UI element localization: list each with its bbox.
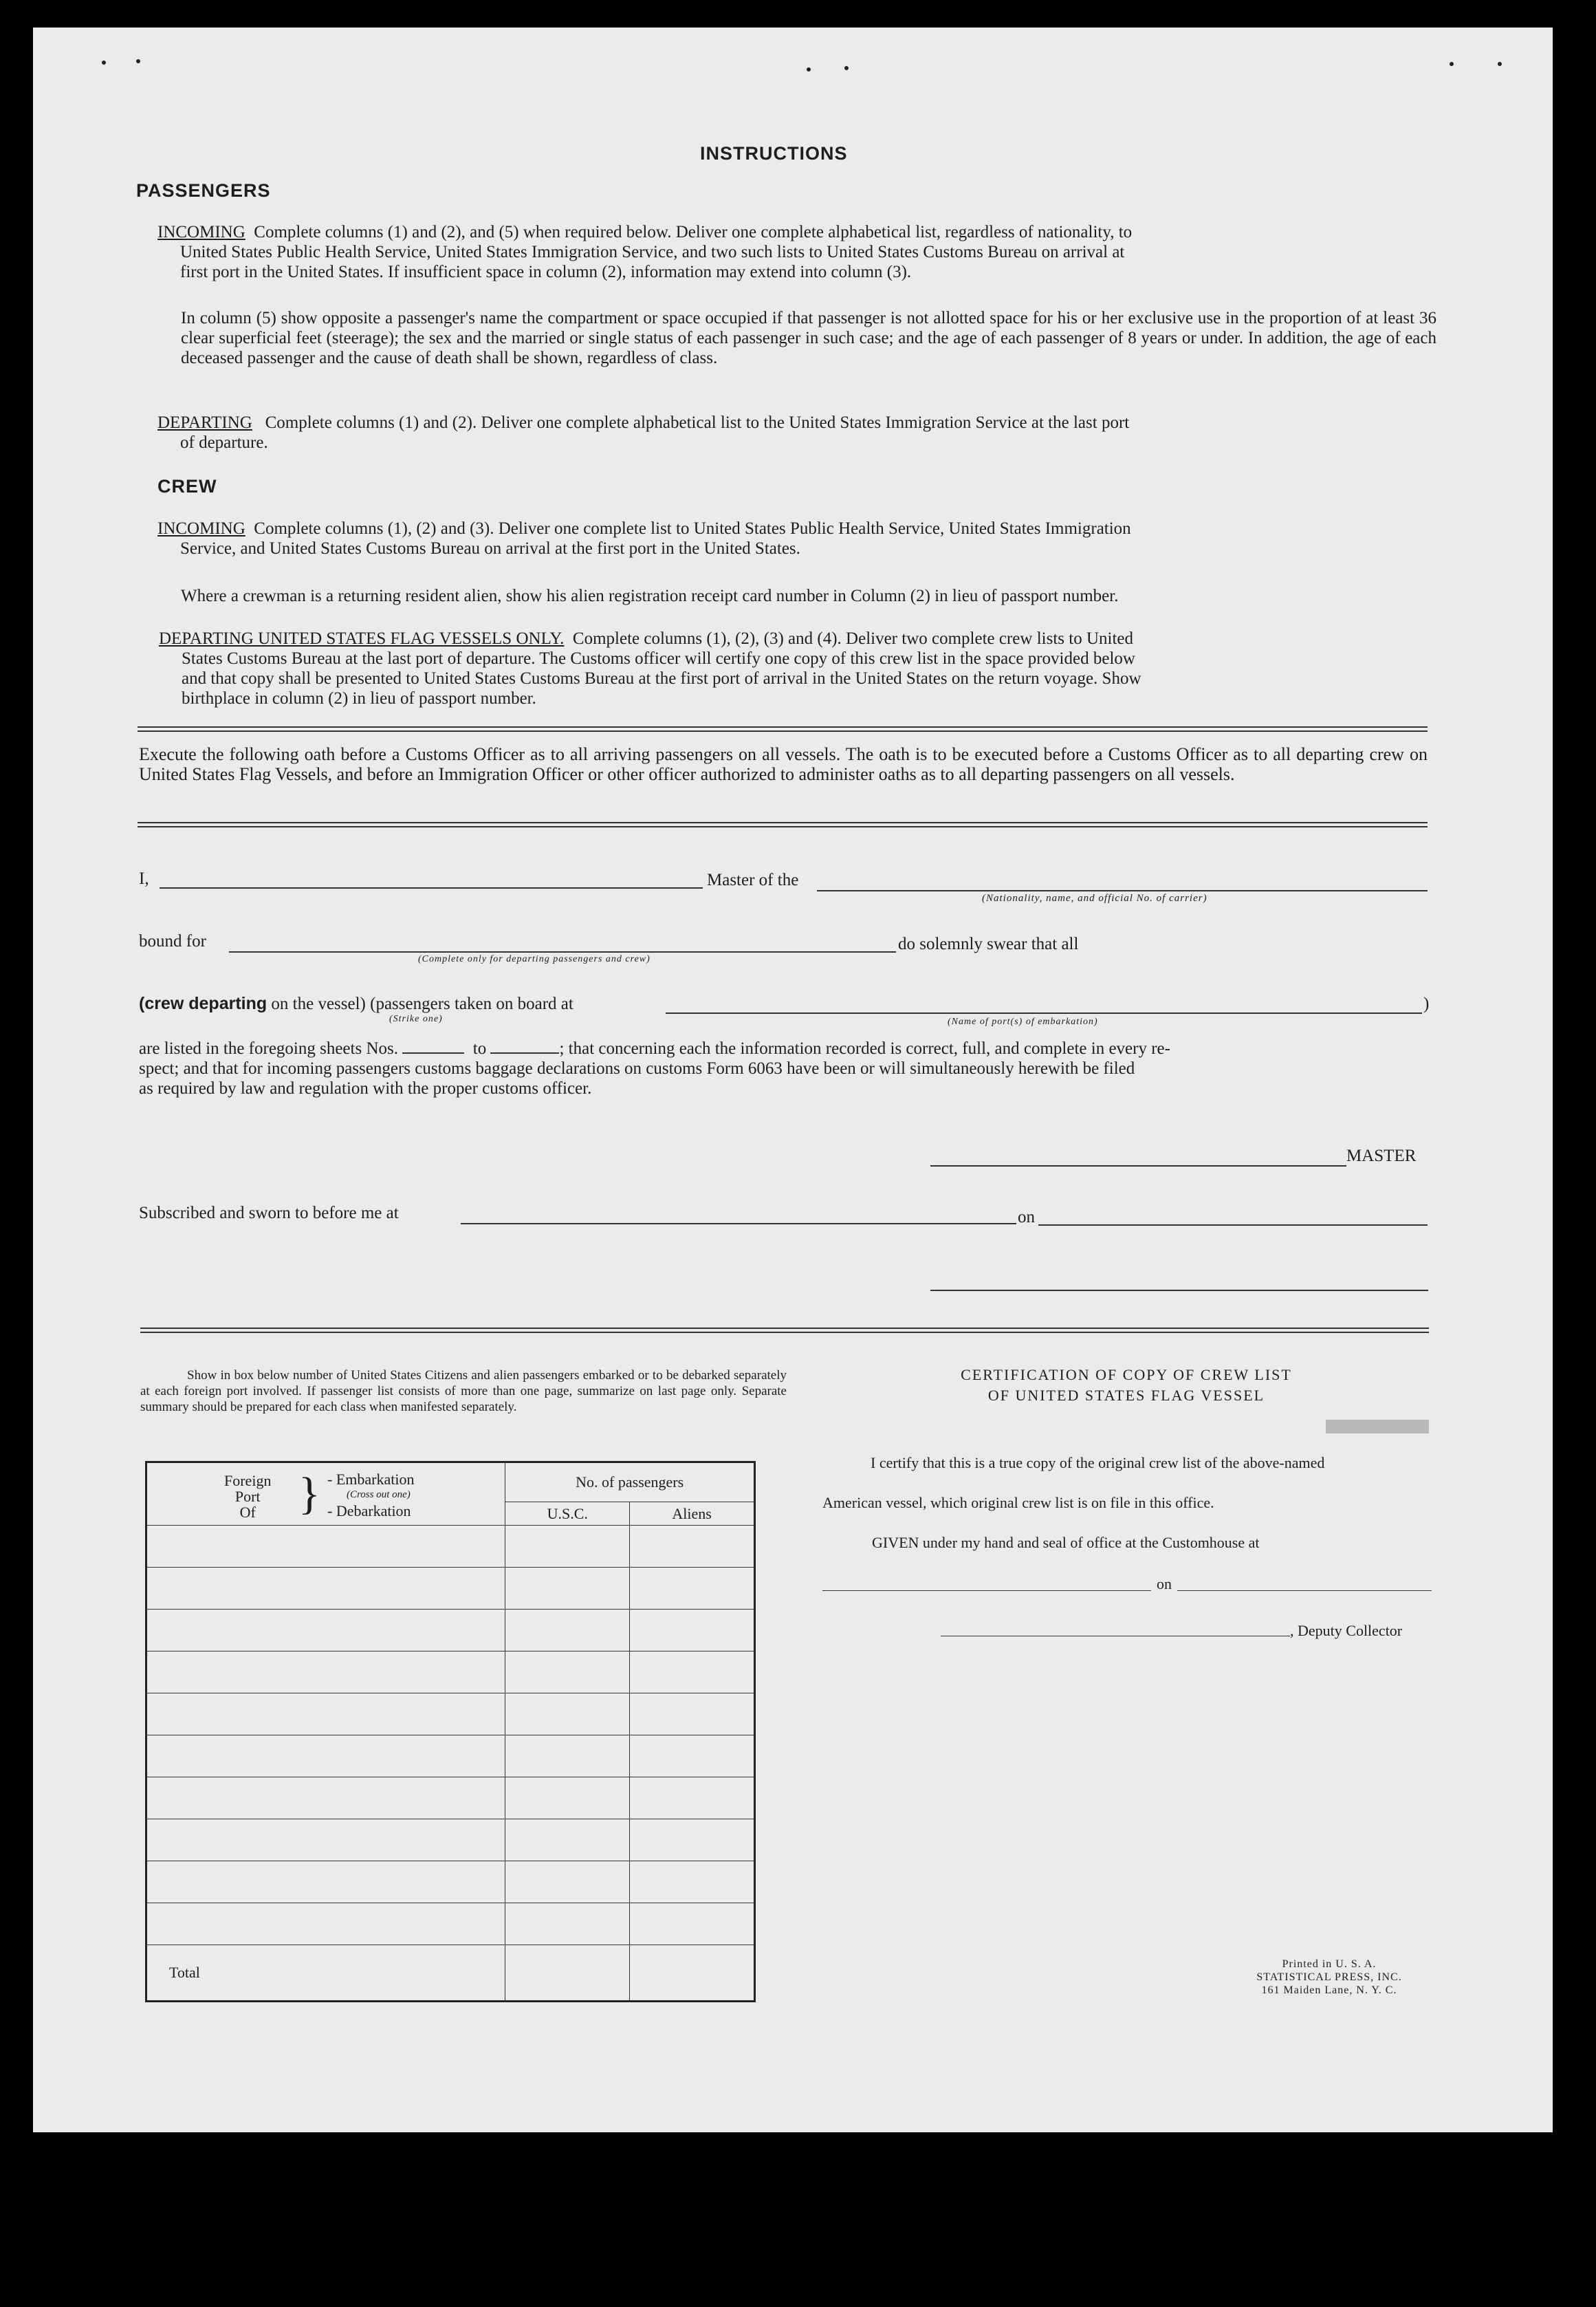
crew-departing-text: Complete columns (1), (2), (3) and (4). Deliver two complete crew lists to United [572,629,1133,648]
port-label: Port [234,1488,261,1505]
crew-departing-text-2: States Customs Bureau at the last port of departure. The Customs officer will certify one copy of this crew list in the space provided below [182,649,1135,668]
incoming-text: Complete columns (1) and (2), and (5) when required below. Deliver one complete alphabetical list, regardless of nationality, to [254,223,1133,241]
port-cell[interactable] [146,1777,505,1819]
no-of-passengers-header: No. of passengers [505,1462,755,1502]
usc-cell[interactable] [505,1610,630,1651]
certification-title: CERTIFICATION OF COPY OF CREW LIST OF UNITED STATES FLAG VESSEL [961,1366,1292,1404]
crew-incoming-text-2: Service, and United States Customs Bureau on arrival at the first port in the United States. [180,539,800,558]
carrier-field[interactable] [817,890,1428,891]
usc-cell[interactable] [505,1861,630,1903]
crew-departing-label: DEPARTING UNITED STATES FLAG VESSELS ONLY. [159,629,565,648]
swear-text: do solemnly swear that all [898,935,1079,953]
section-divider [138,822,1428,827]
crew-incoming-block [157,519,1438,559]
returning-resident-text: Where a crewman is a returning resident alien, show his alien registration receipt card number in Column (2) in lieu of passport number. [181,587,1119,605]
usc-cell[interactable] [505,1651,630,1693]
table-row [146,1861,755,1903]
port-cell[interactable] [146,1903,505,1945]
i-label: I, [139,869,149,888]
master-of-the-label: Master of the [707,871,799,889]
cross-out-caption: (Cross out one) [347,1489,411,1500]
speck [136,59,140,63]
incoming-text-2: United States Public Health Service, United States Immigration Service, and two such lists to United States Customs Bureau on arrival at [180,243,1125,261]
aliens-cell[interactable] [630,1777,755,1819]
aliens-cell[interactable] [630,1903,755,1945]
crew-departing-option: (crew departing on the vessel) (passengers taken on board at [139,994,573,1013]
table-row [146,1693,755,1735]
port-cell[interactable] [146,1651,505,1693]
close-paren: ) [1423,995,1430,1013]
aliens-cell[interactable] [630,1526,755,1568]
strike-one-caption: (Strike one) [389,1014,443,1024]
embarkation-caption: (Name of port(s) of embarkation) [948,1017,1098,1027]
port-cell[interactable] [146,1610,505,1651]
aliens-header: Aliens [630,1502,755,1526]
subscribed-date-field[interactable] [1038,1224,1428,1226]
crew-departing-block [159,629,1438,708]
certify-line-2: American vessel, which original crew list is on file in this office. [822,1494,1214,1511]
usc-cell[interactable] [505,1777,630,1819]
table-row [146,1903,755,1945]
total-usc-cell[interactable] [505,1945,630,2002]
port-cell[interactable] [146,1819,505,1861]
bound-for-caption: (Complete only for departing passengers and crew) [418,954,651,964]
aliens-cell[interactable] [630,1568,755,1610]
column5-instructions: In column (5) show opposite a passenger's name the compartment or space occupied if that passenger is not allotted space for his or her exclusive use in the proportion of at least 36 clear superficial feet (steerage); the sex and the married or single status of each passenger in such case; and the age of each passenger of 8 years or under. In addition, the age of each deceased passenger and the cause of death shall be shown, regardless of class. [181,309,1436,367]
aliens-cell[interactable] [630,1861,755,1903]
crew-departing-text-3: and that copy shall be presented to United States Customs Bureau at the first port of arrival in the United States on the return voyage. Show [182,669,1141,688]
speck [1498,62,1502,66]
of-label: Of [239,1504,256,1521]
passengers-departing-block [157,413,1436,453]
printer-imprint: Printed in U. S. A. STATISTICAL PRESS, INC. 161 Maiden Lane, N. Y. C. [1256,1958,1402,1996]
departing-label: DEPARTING [157,413,252,432]
crew-departing-text-4: birthplace in column (2) in lieu of passport number. [182,689,536,708]
aliens-cell[interactable] [630,1651,755,1693]
usc-cell[interactable] [505,1693,630,1735]
crew-heading: CREW [157,476,217,497]
listed-block: are listed in the foregoing sheets Nos. to ; that concerning each the information recorded is correct, full, and complete in every re- spect; and that for incoming passengers customs baggage declarations on customs Form 6063 have been or will simultaneously herewith be filed as required by law and regulation with the proper customs officer. [139,1039,1170,1098]
incoming-text-3: first port in the United States. If insufficient space in column (2), information may extend into column (3). [180,263,912,281]
port-cell[interactable] [146,1735,505,1777]
crew-incoming-text: Complete columns (1), (2) and (3). Deliver one complete list to United States Public Health Service, United States Immigration [254,519,1131,538]
sheet-from-field[interactable] [402,1052,464,1054]
speck [102,61,106,65]
port-cell[interactable] [146,1568,505,1610]
passenger-summary-table [145,1461,756,2002]
subscribed-label: Subscribed and sworn to before me at [139,1204,399,1222]
stamp-mark [1326,1420,1429,1433]
cert-date-field[interactable] [1177,1590,1432,1591]
oath-intro: Execute the following oath before a Customs Officer as to all arriving passengers on all vessels. The oath is to be executed before a Customs Officer as to all departing crew on United States Flag Vessels, and before an Immigration Officer or other officer authorized to administer oaths as to all departing passengers on all vessels. [139,744,1428,784]
embarkation-port-field[interactable] [666,1012,1422,1014]
sheet-to-field[interactable] [490,1052,559,1054]
section-divider [140,1328,1429,1333]
incoming-label: INCOMING [157,223,245,241]
port-header-cell: Foreign Port Of } - Embarkation (Cross out one) - Debarkation [146,1462,505,1526]
page-title: INSTRUCTIONS [700,143,848,164]
subscribed-on-label: on [1018,1208,1035,1226]
total-aliens-cell[interactable] [630,1945,755,2002]
speck [807,67,811,72]
table-row [146,1526,755,1568]
officer-signature-field[interactable] [930,1290,1428,1291]
total-row [146,1945,755,2002]
usc-cell[interactable] [505,1819,630,1861]
port-cell[interactable] [146,1526,505,1568]
section-divider [138,726,1428,732]
table-row [146,1777,755,1819]
table-row [146,1610,755,1651]
customhouse-field[interactable] [822,1590,1151,1591]
embarkation-option[interactable]: - Embarkation [327,1471,415,1488]
certify-line-3: GIVEN under my hand and seal of office at the Customhouse at [872,1534,1260,1551]
table-row [146,1819,755,1861]
speck [844,66,849,70]
usc-cell[interactable] [505,1903,630,1945]
bound-for-label: bound for [139,932,206,951]
departing-text-2: of departure. [180,433,268,452]
summary-note: Show in box below number of United States Citizens and alien passengers embarked or to be debarked separately at each foreign port involved. If passenger list consists of more than one page, summarize on last page only. Separate summary should be prepared for each class when manifested separately. [140,1368,787,1414]
debarkation-option[interactable]: - Debarkation [327,1502,411,1519]
subscribed-place-field[interactable] [461,1223,1016,1224]
table-row [146,1735,755,1777]
departing-text: Complete columns (1) and (2). Deliver one complete alphabetical list to the United States Immigration Service at the last port [265,413,1130,432]
aliens-cell[interactable] [630,1735,755,1777]
master-signature-field[interactable] [930,1165,1346,1167]
usc-cell[interactable] [505,1735,630,1777]
master-name-field[interactable] [160,887,703,889]
usc-cell[interactable] [505,1526,630,1568]
master-label: MASTER [1346,1147,1417,1165]
port-cell[interactable] [146,1861,505,1903]
aliens-cell[interactable] [630,1693,755,1735]
cert-on-label: on [1157,1575,1172,1592]
certify-line-1: I certify that this is a true copy of the original crew list of the above-named [871,1454,1325,1471]
speck [1450,62,1454,66]
bound-for-field[interactable] [229,951,896,953]
port-cell[interactable] [146,1693,505,1735]
usc-header: U.S.C. [505,1502,630,1526]
foreign-label: Foreign [224,1472,272,1489]
aliens-cell[interactable] [630,1610,755,1651]
total-label: Total [146,1945,505,2002]
usc-cell[interactable] [505,1568,630,1610]
passengers-incoming-block [157,222,1436,282]
nationality-caption: (Nationality, name, and official No. of carrier) [982,893,1207,904]
form-sheet [33,28,1553,2132]
table-row [146,1651,755,1693]
crew-incoming-label: INCOMING [157,519,245,538]
aliens-cell[interactable] [630,1819,755,1861]
deputy-collector-label: , Deputy Collector [1290,1622,1403,1639]
passengers-heading: PASSENGERS [136,180,271,201]
table-row [146,1568,755,1610]
